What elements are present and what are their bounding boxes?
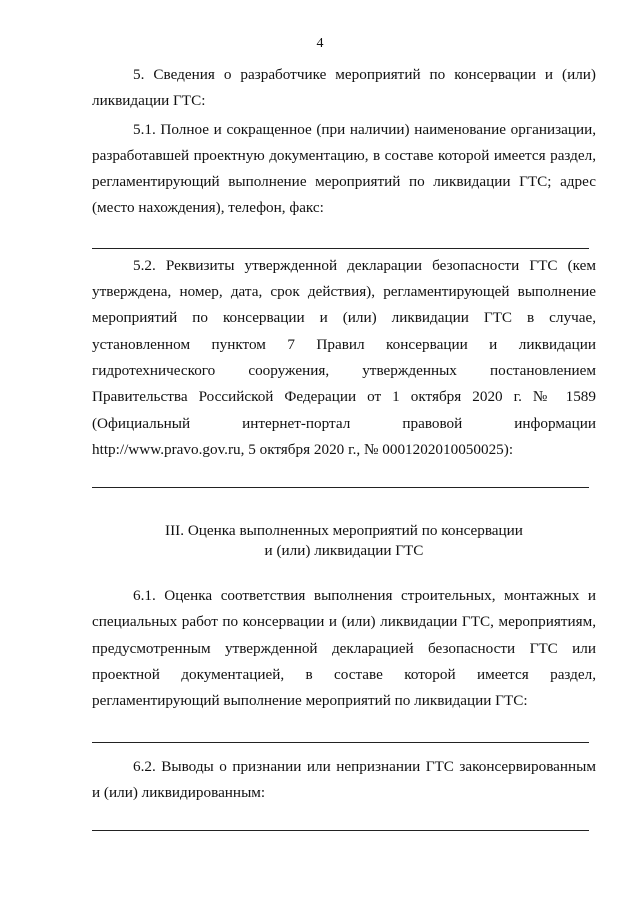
paragraph-5-1: 5.1. Полное и сокращенное (при наличии) наименование организации, разработавшей проектную документацию, в составе которой имеется раздел, регламентирующий выполнение мероприятий по ликвидации ГТС; адрес (место нахождения), телефон, факс: [92, 120, 596, 217]
section-3-heading-line-2: и (или) ликвидации ГТС [264, 542, 424, 560]
paragraph-6-2: 6.2. Выводы о признании или непризнании ГТС законсервированным и (или) ликвидированным: [92, 757, 596, 801]
section-3-heading-line-1: III. Оценка выполненных мероприятий по консервации [165, 522, 523, 540]
section-3-heading [92, 521, 596, 561]
paragraph-5-2: 5.2. Реквизиты утвержденной декларации безопасности ГТС (кем утверждена, номер, дата, срок действия), регламентирующей выполнение мероприятий по консервации и (или) ликвидации ГТС в случае, установленном пунктом 7 Правил консервации и ликвидации гидротехнического сооружения, утвержденных постановлением Правительства Российской Федерации от 1 октября 2020 г. № 1589 (Официальный интернет-портал правовой информации http://www.pravo.gov.ru, 5 октября 2020 г., № 0001202010050025): [92, 256, 596, 458]
document-body [92, 62, 596, 831]
page-number: 4 [316, 36, 324, 51]
fill-in-line-5-2 [92, 487, 589, 488]
fill-in-line-6-2 [92, 830, 589, 831]
fill-in-line-6-1 [92, 742, 589, 743]
fill-in-line-5-1 [92, 248, 589, 249]
paragraph-5: 5. Сведения о разработчике мероприятий по консервации и (или) ликвидации ГТС: [92, 66, 596, 110]
paragraph-6-1: 6.1. Оценка соответствия выполнения строительных, монтажных и специальных работ по консервации и (или) ликвидации ГТС, мероприятиям, предусмотренным утвержденной декларацией безопасности ГТС или проектной документацией, в составе которой имеется раздел, регламентирующий выполнение мероприятий по ликвидации ГТС: [92, 587, 596, 710]
